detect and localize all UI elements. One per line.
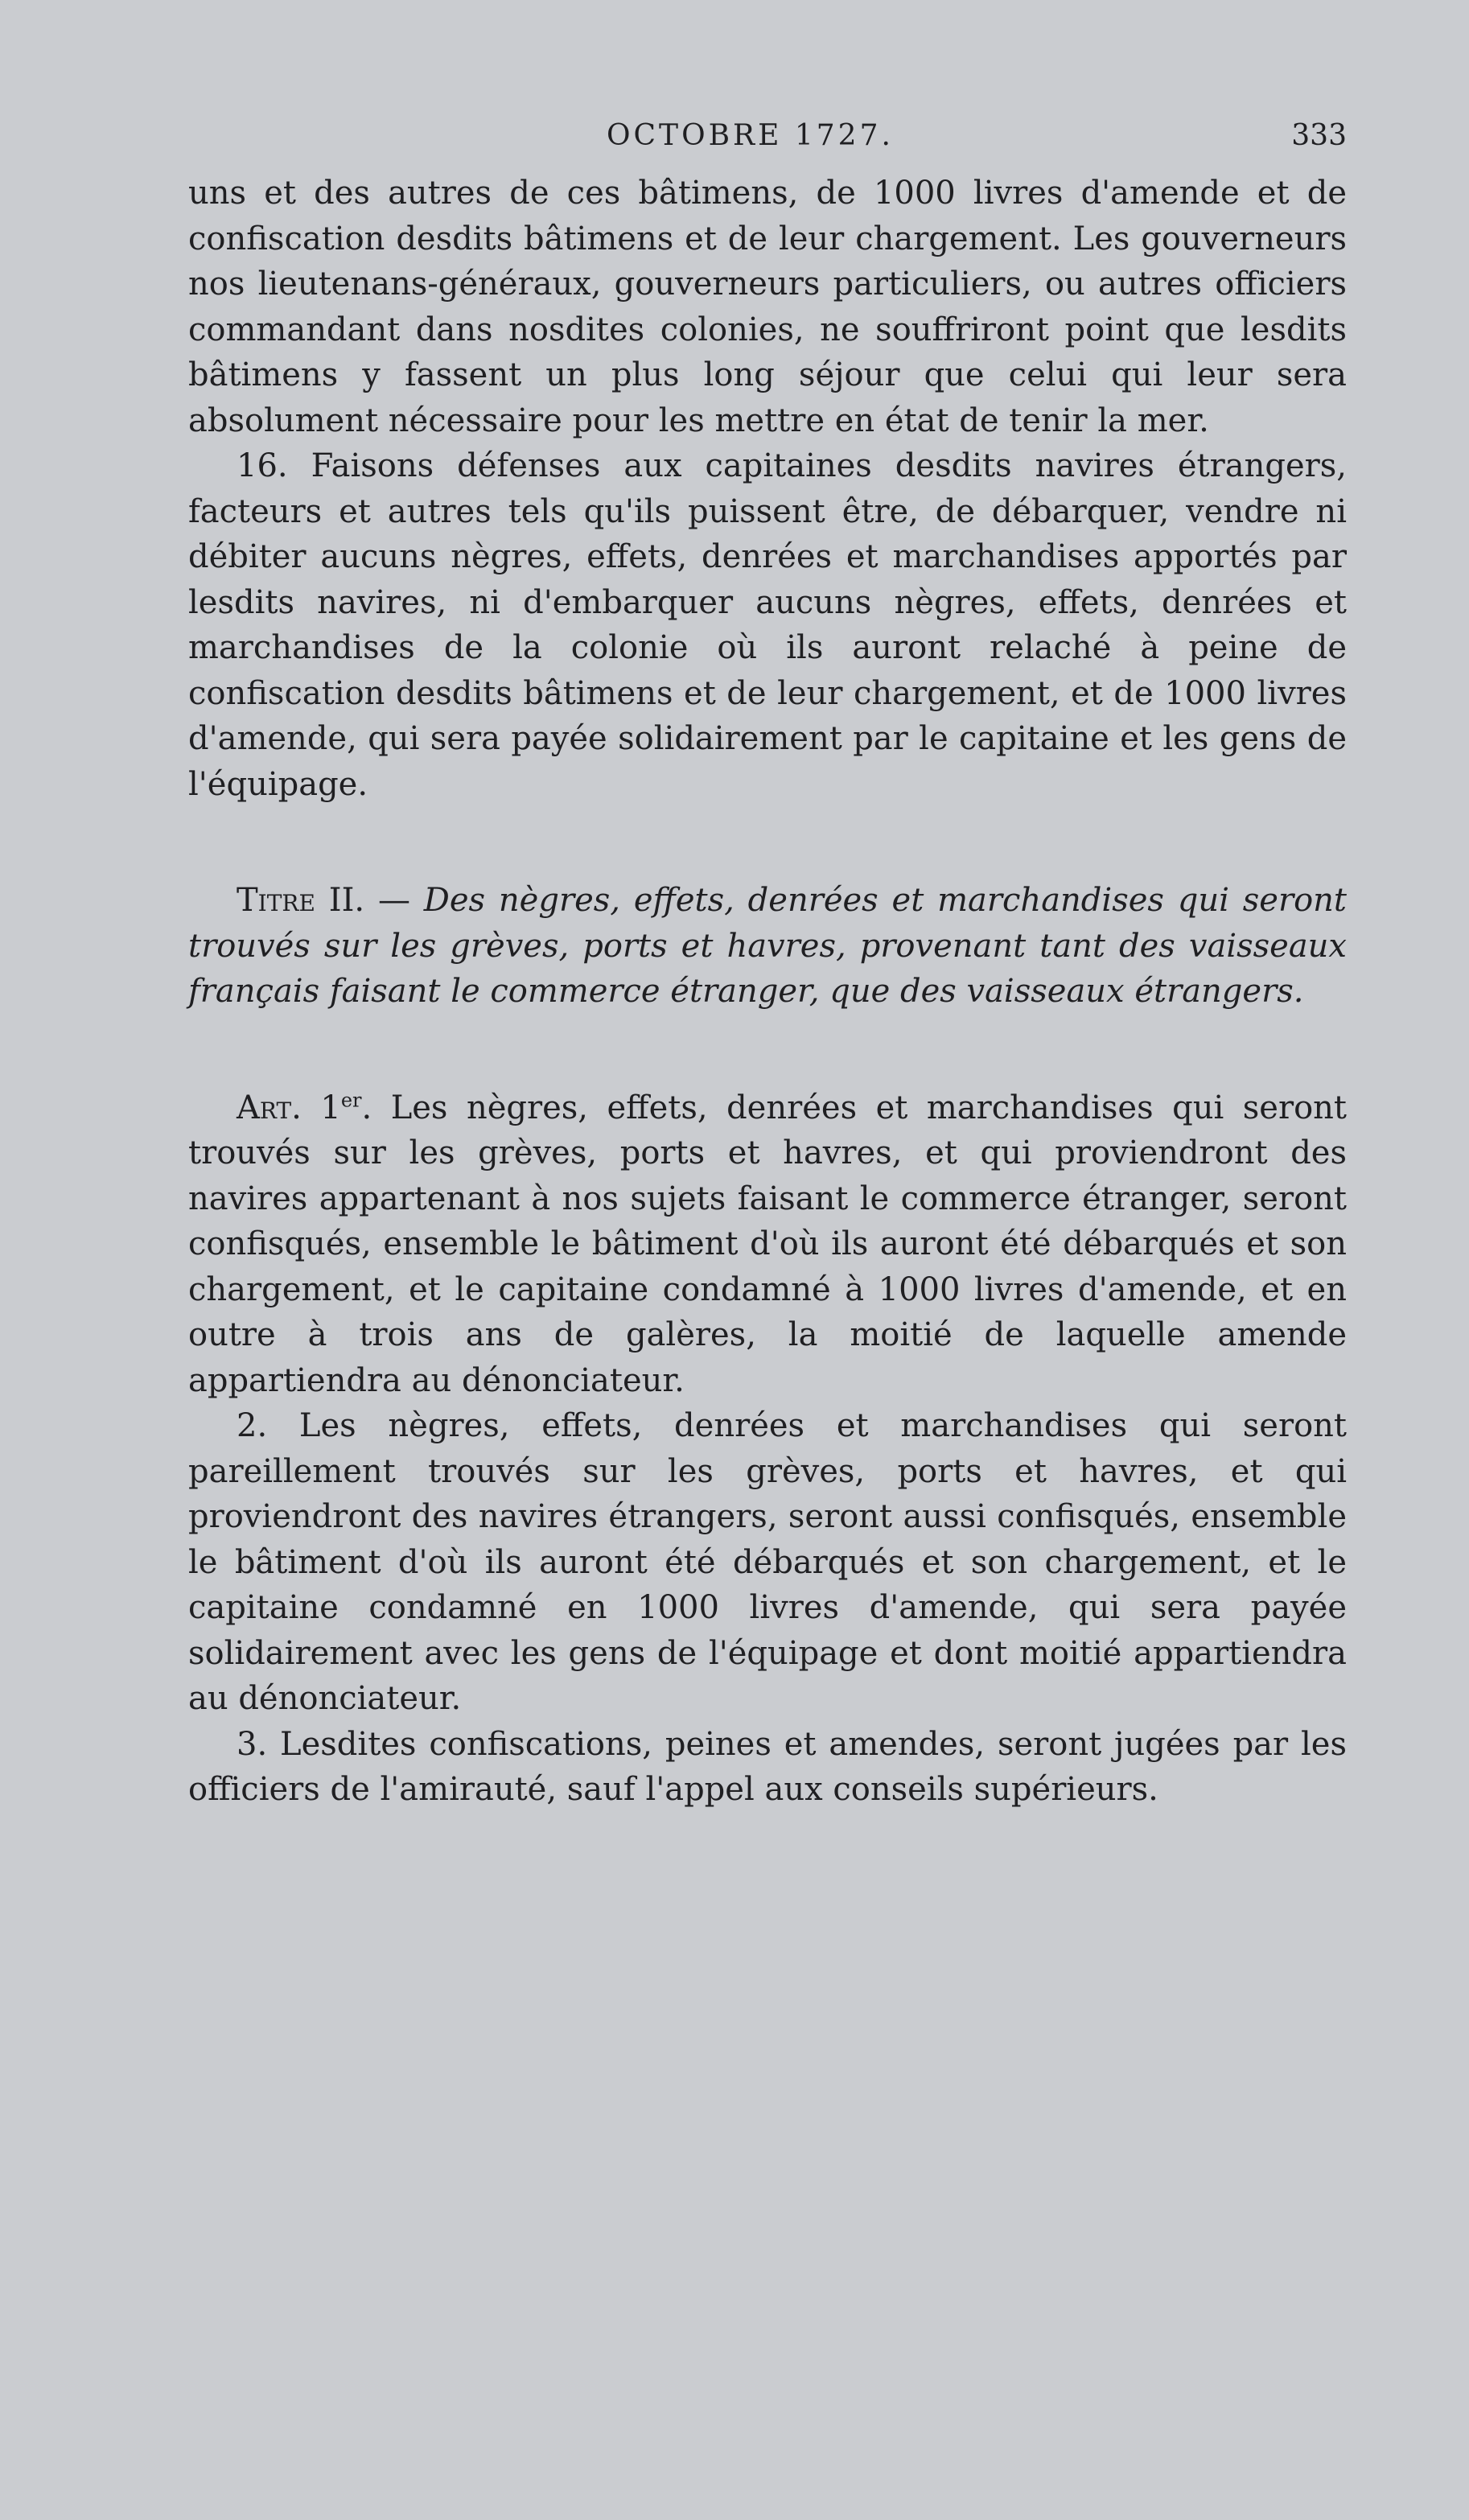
page-header: [188, 119, 1347, 159]
title-separator: —: [364, 882, 424, 919]
running-title: OCTOBRE 1727.: [607, 119, 894, 152]
article-1-label: Art. 1: [237, 1089, 341, 1126]
continuation-paragraph: uns et des autres de ces bâtimens, de 1000 livres d'amende et de confiscation desdits bâtimens et de leur chargement. Les gouverneurs nos lieutenans-généraux, gouverneurs particuliers, ou autres officiers commandant dans nosdites colonies, ne souffriront point que lesdits bâtimens y fassent un plus long séjour que celui qui leur sera absolument nécessaire pour les mettre en état de tenir la mer.: [188, 175, 1347, 439]
title-text: Des nègres, effets, denrées et marchandises qui seront trouvés sur les grèves, ports et havres, provenant tant des vaisseaux français faisant le commerce étranger, que des vaisseaux étrangers.: [188, 882, 1348, 1010]
page-number: 333: [1291, 119, 1347, 152]
title-ii-heading: [188, 878, 1347, 1015]
article-1-superscript: er: [340, 1089, 362, 1112]
article-2-paragraph: 2. Les nègres, effets, denrées et marchandises qui seront pareillement trouvés sur les grèves, ports et havres, et qui proviendront des navires étrangers, seront aussi confisqués, ensemble le bâtiment d'où ils auront été débarqués et son chargement, et le capitaine condamné en 1000 livres d'amende, qui sera payée solidairement avec les gens de l'équipage et dont moitié appartiendra au dénonciateur.: [188, 1407, 1347, 1717]
article-1-paragraph: [188, 1085, 1347, 1404]
article-1-text: . Les nègres, effets, denrées et marchandises qui seront trouvés sur les grèves, ports et havres, et qui proviendront des navires appartenant à nos sujets faisant le commerce étranger, seront confisqués, ensemble le bâtiment d'où ils auront été débarqués et son chargement, et le capitaine condamné à 1000 livres d'amende, et en outre à trois ans de galères, la moitié de laquelle amende appartiendra au dénonciateur.: [188, 1089, 1348, 1399]
article-16-paragraph: 16. Faisons défenses aux capitaines desdits navires étrangers, facteurs et autres tels qu'ils puissent être, de débarquer, vendre ni débiter aucuns nègres, effets, denrées et marchandises apportés par lesdits navires, ni d'embarquer aucuns nègres, effets, denrées et marchandises de la colonie où ils auront relaché à peine de confiscation desdits bâtimens et de leur chargement, et de 1000 livres d'amende, qui sera payée solidairement par le capitaine et les gens de l'équipage.: [188, 447, 1347, 803]
article-3-paragraph: 3. Lesdites confiscations, peines et amendes, seront jugées par les officiers de l'amirauté, sauf l'appel aux conseils supérieurs.: [188, 1725, 1347, 1808]
body-text: [188, 171, 1347, 1813]
title-label: Titre II.: [237, 882, 365, 919]
